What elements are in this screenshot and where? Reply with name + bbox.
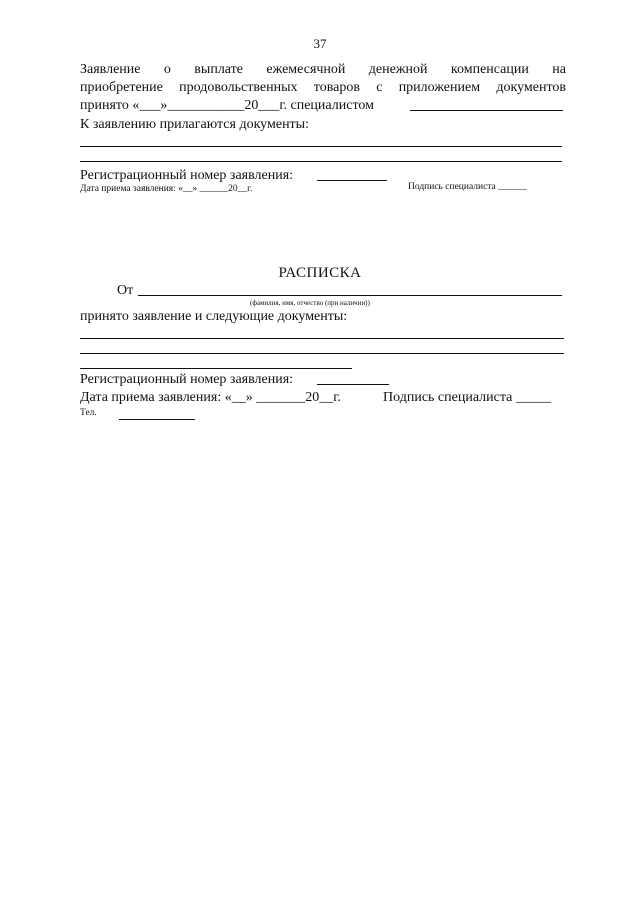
page-number: 37 xyxy=(313,36,327,51)
documents-line-1 xyxy=(80,146,562,147)
attached-documents-label: К заявлению прилагаются документы: xyxy=(80,117,309,132)
phone-line xyxy=(119,419,195,420)
phone-label: Тел. xyxy=(80,408,97,418)
accepted-date-text: принято «___»___________20___г. специалистом xyxy=(80,98,374,113)
receipt-title: РАСПИСКА xyxy=(278,265,362,281)
receipt-from-label: От xyxy=(117,283,134,298)
receipt-documents-line-1 xyxy=(80,338,564,339)
receipt-signature-label: Подпись специалиста _____ xyxy=(383,390,551,405)
specialist-name-line xyxy=(410,110,563,111)
receipt-accepted-label: принято заявление и следующие документы: xyxy=(80,309,348,324)
application-date-label: Дата приема заявления: «__» ______20__г. xyxy=(80,184,253,194)
receipt-documents-line-2 xyxy=(80,353,564,354)
receipt-reg-number-label: Регистрационный номер заявления: xyxy=(80,372,294,387)
name-hint: (фамилия, имя, отчество (при наличии)) xyxy=(250,299,370,307)
receipt-date-label: Дата приема заявления: «__» _______20__г. xyxy=(80,390,341,405)
receipt-documents-line-3 xyxy=(80,368,352,369)
application-line-2: приобретение продовольственных товаров с приложением документов xyxy=(80,80,566,95)
documents-line-2 xyxy=(80,161,562,162)
reg-number-label: Регистрационный номер заявления: xyxy=(80,168,294,183)
receipt-reg-number-line xyxy=(317,384,389,385)
from-name-line xyxy=(138,295,562,296)
reg-number-line xyxy=(317,180,387,181)
application-signature-label: Подпись специалиста ______ xyxy=(408,182,527,192)
application-line-1: Заявление о выплате ежемесячной денежной компенсации на xyxy=(80,62,566,77)
